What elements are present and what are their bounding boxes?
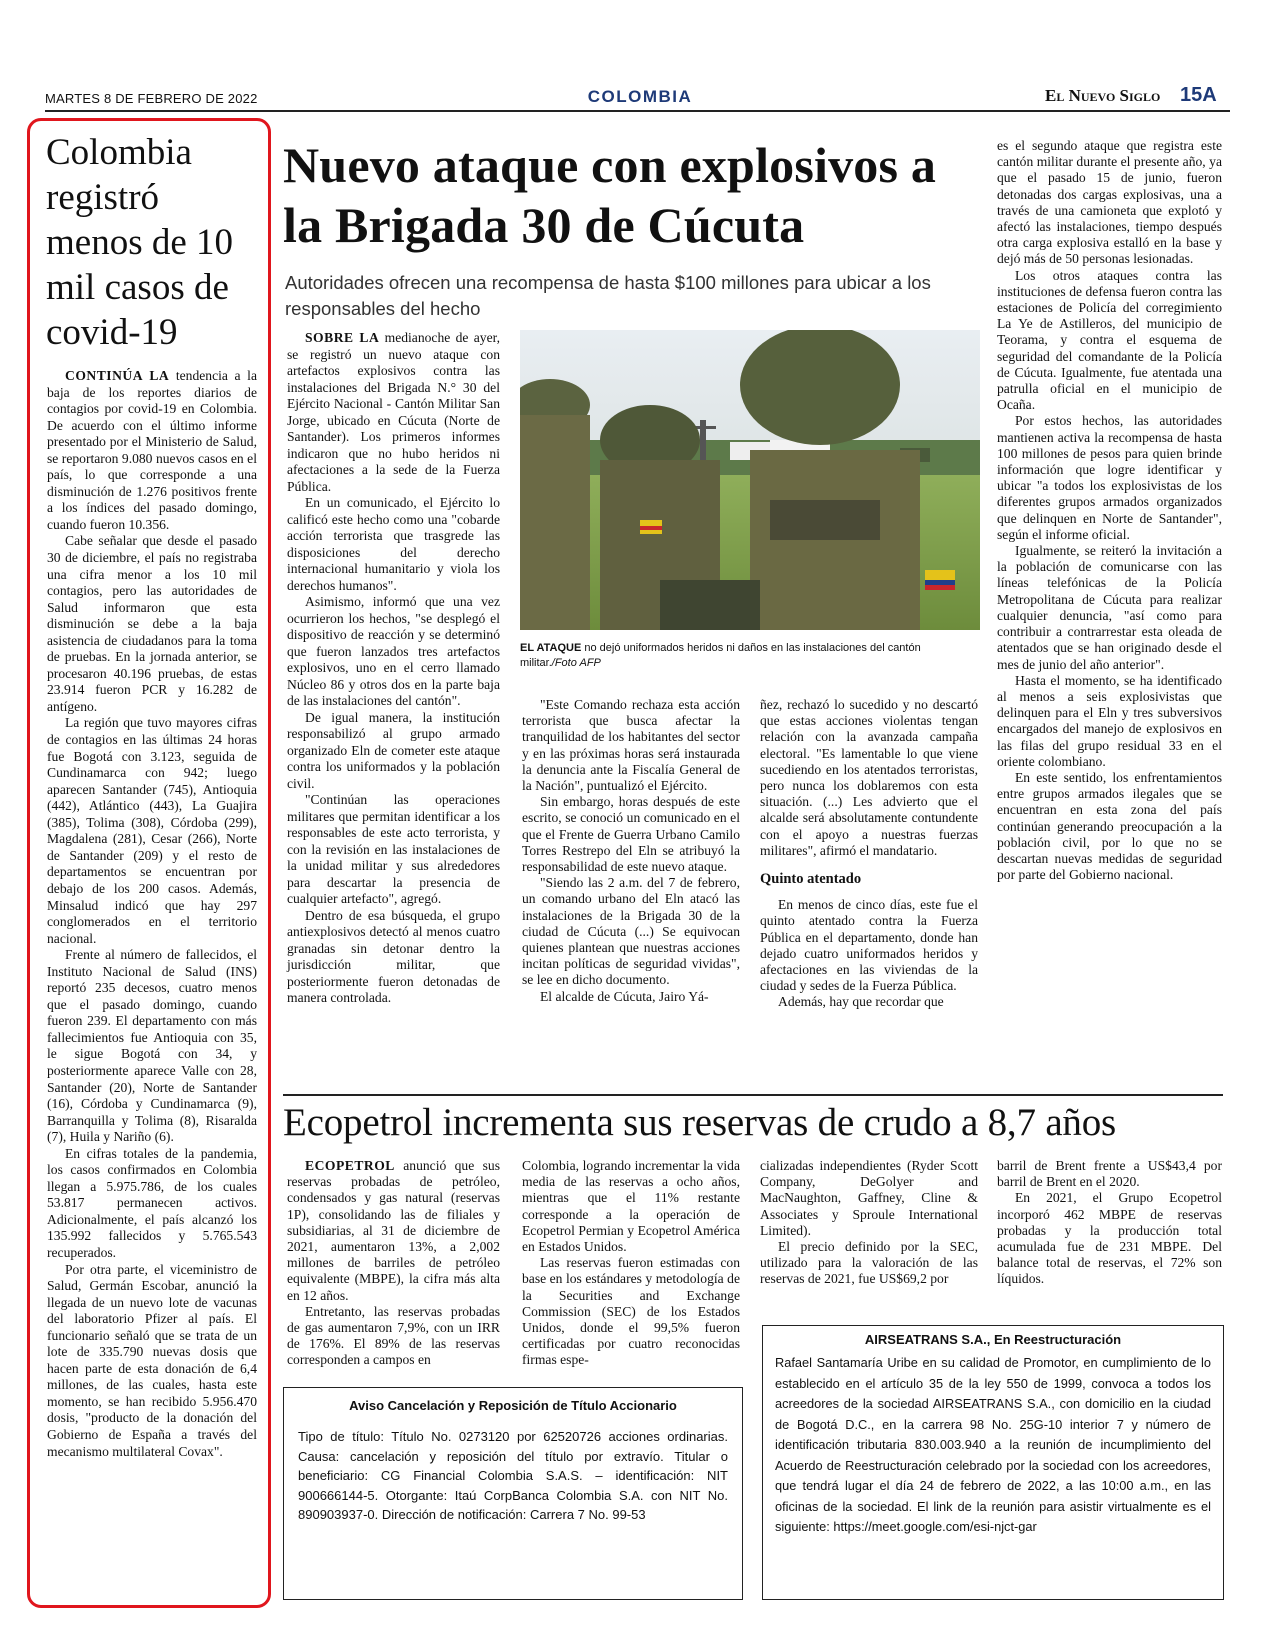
main-headline: Nuevo ataque con explosivos a la Brigada 30 de Cúcuta (283, 137, 937, 253)
main-column-2 (522, 697, 740, 1005)
article-paragraph: Por estos hechos, las autoridades mantienen activa la recompensa de hasta 100 millones de pesos para quien brinde información que logre identificar y ubicar "a todos los explosivistas de los diferentes grupos armados organizados que delinquen en Norte de Santander", según el informe oficial. (997, 413, 1222, 542)
article-paragraph: En este sentido, los enfrentamientos entre grupos armados ilegales que se encuentran en esta zona del país continúan generando preocupación a la población civil, por lo que no se descartan nuevas medidas de seguridad por parte del Gobierno nacional. (997, 769, 1222, 883)
soldiers-photo (520, 330, 980, 630)
ecopetrol-headline: Ecopetrol incrementa sus reservas de crudo a 8,7 años (283, 1101, 1117, 1144)
notice-body: Rafael Santamaría Uribe en su calidad de Promotor, en cumplimiento de lo establecido en el artículo 35 de la ley 550 de 1999, convoca a todos los acreedores de la sociedad AIRSEATRANS S.A., con domicilio en la ciudad de Bogotá D.C., en la carrera 98 No. 25G-10 interior 7 y número de identificación tributaria 830.003.940 a la reunión de incumplimiento del Acuerdo de Reestructuración celebrado por la sociedad con los acreedores, que tendrá lugar el día 24 de febrero de 2022, a las 10:00 a.m., en las oficinas de la sociedad. El link de la reunión para asistir virtualmente es el siguiente: https://meet.google.com/esi-njct-gar (775, 1355, 1211, 1534)
header-date: MARTES 8 DE FEBRERO DE 2022 (45, 91, 258, 106)
caption-text: no dejó uniformados heridos ni daños en las instalaciones del cantón militar. (520, 642, 921, 669)
article-paragraph: barril de Brent frente a US$43,4 por barril de Brent en el 2020. (997, 1158, 1222, 1190)
article-paragraph: es el segundo ataque que registra este cantón militar durante el presente año, ya que el pasado 15 de junio, fueron detonadas dos cargas explosivas, una a través de una camioneta que explotó y afectó las instalaciones, tiempo después otra carga explosiva estalló en la base y dejó más de 50 personas lesionadas. (997, 138, 1222, 267)
article-paragraph: En un comunicado, el Ejército lo calificó este hecho como una "cobarde acción terrorista que trasgrede las disposiciones del derecho internacional humanitario y viola los derechos humanos". (287, 495, 500, 593)
article-paragraph: ñez, rechazó lo sucedido y no descartó que estas acciones violentas tengan relación con la avanzada campaña electoral. "Es lamentable lo que viene sucediendo en los atentados terroristas, pero nunca los doblaremos con esta situación. (...) Les advierto que el alcalde será absolutamente contundente con el apoyo a nuestras fuerzas militares", afirmó el mandatario. (760, 697, 978, 858)
article-paragraph: El alcalde de Cúcuta, Jairo Yá- (540, 988, 709, 1004)
article-paragraph: Igualmente, se reiteró la invitación a la población de comunicarse con las líneas telefónicas de la Policía Metropolitana de Cúcuta para realizar cualquier denuncia, "así como para contribuir a contrarrestar esta oleada de atentados que se han originado desde el mes de junio del año anterior". (997, 543, 1222, 672)
article-paragraph: El precio definido por la SEC, utilizado para la valoración de las reservas de 2021, fue US$69,2 por (760, 1239, 978, 1287)
article-paragraph: Sin embargo, horas después de este escrito, se conoció un comunicado en el que el Frente de Guerra Urbano Camilo Torres Restrepo del Eln se atribuyó la responsabilidad de este nuevo ataque. (522, 794, 740, 875)
article-paragraph: En 2021, el Grupo Ecopetrol incorporó 462 MBPE de reservas probadas y la producción total acumulada fue de 231 MBPE. Del balance total de reservas, el 72% son líquidos. (997, 1190, 1222, 1287)
article-lead: SOBRE LA (305, 330, 380, 345)
sidebar-paragraph: Cabe señalar que desde el pasado 30 de diciembre, el país no registraba una cifra menor a los 10 mil contagios, pero las autoridades de Salud informaron que esta disminución se debe a la baja asistencia de ciudadanos para la toma de pruebas. En la jornada anterior, se procesaron 40.196 pruebas, de estas 23.914 fueron PCR y 16.282 de antígeno. (47, 533, 257, 714)
article-paragraph: Colombia, logrando incrementar la vida media de las reservas a ocho años, mientras que el 11% restante corresponde a la operación de Ecopetrol Permian y Ecopetrol América en Estados Unidos. (522, 1158, 740, 1255)
article-paragraph: ECOPETROL anunció que sus reservas probadas de petróleo, condensados y gas natural (reservas 1P), consolidando las de filiales y subsidiarias, al 31 de diciembre de 2021, aumentaron 13%, a 2,002 millones de barriles de petróleo equivalente (MBPE), la cifra más alta en 12 años. (287, 1158, 500, 1303)
sidebar-lead: CONTINÚA LA (65, 368, 170, 383)
main-subheadline: Autoridades ofrecen una recompensa de hasta $100 millones para ubicar a los responsables del hecho (285, 272, 931, 319)
article-lead: ECOPETROL (305, 1158, 395, 1173)
article-paragraph: Entretanto, las reservas probadas de gas aumentaron 7,9%, con un IRR de 176%. El 89% de las reservas corresponden a campos en (287, 1303, 500, 1368)
article-paragraph: SOBRE LA medianoche de ayer, se registró un nuevo ataque con artefactos explosivos contra las instalaciones del Brigada N.° 30 del Ejército Nacional - Cantón Militar San Jorge, ubicado en Cúcuta (Norte de Santander). Los primeros informes indicaron que no hubo heridos ni afectaciones a la sede de la Fuerza Pública. (287, 330, 501, 494)
notice-body: Tipo de título: Título No. 0273120 por 62520726 acciones ordinarias. Causa: cancelación y reposición del título por extravío. Titular o beneficiario: CG Financial Colombia S.A.S. – identificación: NIT 900666144-5. Otorgante: Itaú CorpBanca Colombia S.A. con NIT No. 890903937-0. Dirección de notificación: Carrera 7 No. 99-53 (298, 1429, 728, 1522)
sidebar-paragraph: Frente al número de fallecidos, el Instituto Nacional de Salud (INS) reportó 235 decesos, cuatro menos que el pasado domingo, cuando fueron 239. El departamento con más fallecimientos fue Antioquia con 35, le sigue Bogotá con 34, y posteriormente aparece Valle con 28, Santander (20), Norte de Santander (16), Córdoba y Cundinamarca (9), Barranquilla y Tolima (8), Risaralda (7), Huila y Nariño (6). (47, 947, 257, 1145)
article-paragraph: Los otros ataques contra las instituciones de defensa fueron contra las estaciones de Policía del corregimiento La Ye de Astilleros, del municipio de Teorama, y contra el esquema de seguridad del comandante de la Policía de Cúcuta. Igualmente, fue atentada una patrulla oficial en el municipio de Ocaña. (997, 267, 1222, 413)
sidebar-paragraph: En cifras totales de la pandemia, los casos confirmados en Colombia llegan a 5.975.786, de los cuales 53.817 permanecen activos. Adicionalmente, el país alcanzó los 135.992 fallecidos y 5.765.543 recuperados. (47, 1145, 257, 1260)
notice-share-title (283, 1387, 743, 1600)
article-paragraph: "Siendo las 2 a.m. del 7 de febrero, un comando urbano del Eln atacó las instalaciones de la Brigada 30 de la ciudad de Cúcuta (...) Se equivocan quienes plantean que nuestras acciones incitan políticas de seguridad vividas", se lee en dicho documento. (522, 875, 740, 988)
page-number: 15A (1180, 84, 1217, 106)
notice-airseatrans (762, 1325, 1224, 1600)
notice-title: AIRSEATRANS S.A., En Reestructuración (864, 1332, 1122, 1347)
article-paragraph: Dentro de esa búsqueda, el grupo antiexplosivos detectó al menos cuatro granadas sin detonar dentro la jurisdicción militar, que posteriormente fueron detonadas de manera controlada. (287, 907, 500, 1005)
ecopetrol-column-2 (522, 1158, 740, 1369)
notice-title: Aviso Cancelación y Reposición de Título Accionario (349, 1398, 677, 1413)
newspaper-name: El Nuevo Siglo (1045, 86, 1161, 105)
main-column-3 (760, 697, 978, 1011)
article-paragraph: Las reservas fueron estimadas con base en los estándares y metodología de la Securities and Exchange Commission (SEC) de los Estados Unidos, donde el 99,5% fueron certificadas por cuatro reconocidas firmas espe- (522, 1255, 740, 1368)
article-paragraph: "Este Comando rechaza esta acción terrorista que busca afectar la tranquilidad de los habitantes del sector y en las próximas horas será instaurada la denuncia ante la Fiscalía General de la Nación", puntualizó el Ejército. (522, 697, 740, 794)
article-paragraph: "Continúan las operaciones militares que permitan identificar a los responsables de este acto terrorista, y con la revisión en las instalaciones de la unidad militar y sus alrededores para descartar la presencia de cualquier artefacto", agregó. (287, 792, 500, 906)
sidebar-paragraph: La región que tuvo mayores cifras de contagios en las últimas 24 horas fue Bogotá con 3.123, seguida de Cundinamarca con 942; luego aparecen Santander (745), Antioquia (442), Atlántico (443), La Guajira (385), Tolima (308), Córdoba (299), Magdalena (281), Cesar (266), Norte de Santander (209) y el resto de departamentos se encuentran por debajo de los 200 casos. Además, Minsalud indicó que hay 297 conglomerados en el territorio nacional. (47, 715, 257, 946)
ecopetrol-column-4 (997, 1158, 1222, 1288)
caption-lead: EL ATAQUE (520, 642, 582, 654)
article-paragraph: Además, hay que recordar que (778, 994, 944, 1010)
sidebar-paragraph: Por otra parte, el viceministro de Salud, Germán Escobar, anunció la llegada de un nuevo lote de vacunas del laboratorio Pfizer al país. El funcionario señaló que se trata de un lote de 335.790 nuevas dosis que hacen parte de esta donación de 6,4 millones, de las cuales, hasta este momento, se han recibido 5.956.470 dosis, "producto de la donación del Gobierno de España a través del mecanismo multilateral Covax". (47, 1261, 257, 1459)
article-paragraph: cializadas independientes (Ryder Scott Company, DeGolyer and MacNaughton, Gaffney, Cline & Associates y Sproule International Limited). (760, 1158, 978, 1238)
main-column-4 (997, 138, 1222, 883)
sidebar-headline: Colombia registró menos de 10 mil casos de covid-19 (46, 132, 234, 353)
photo-caption (520, 641, 980, 671)
sidebar-paragraph: CONTINÚA LA tendencia a la baja de los reportes diarios de contagios por covid-19 en Colombia. De acuerdo con el último informe presentado por el Ministerio de Salud, se reportaron 9.080 nuevos casos en el país, lo que corresponde a una disminución de 1.276 positivos frente a los índices del pasado domingo, cuando fueron 10.356. (47, 368, 257, 532)
article-paragraph: En menos de cinco días, este fue el quinto atentado contra la Fuerza Pública en el departamento, donde han dejado cuatro uniformados heridos y afectaciones en las viviendas de la ciudad y sedes de la Fuerza Pública. (760, 897, 978, 994)
main-column-1 (287, 330, 500, 1007)
section-name: COLOMBIA (587, 87, 693, 106)
header-rule (45, 110, 1230, 112)
ecopetrol-column-1 (287, 1158, 500, 1369)
article-subhead: Quinto atentado (760, 871, 862, 888)
sidebar-article-body (47, 368, 257, 1460)
section-divider (283, 1094, 1223, 1096)
photo-illustration (520, 330, 980, 630)
article-paragraph: De igual manera, la institución responsabilizó al grupo armado organizado Eln de cometer este ataque contra los uniformados y la población civil. (287, 709, 500, 791)
photo-credit: /Foto AFP (551, 657, 601, 669)
article-paragraph: Asimismo, informó que una vez ocurrieron los hechos, "se desplegó el dispositivo de reacción y se determinó que fueron lanzados tres artefactos explosivos, uno en el cerro llamado Núcleo 86 y otros dos en la parte baja de las instalaciones del cantón". (287, 594, 500, 708)
ecopetrol-column-3 (760, 1158, 978, 1288)
article-paragraph: Hasta el momento, se ha identificado al menos a seis explosivistas que delinquen para el Eln y tres subversivos encargados del manejo de explosivos en las filas del grupo residual 33 en el oriente colombiano. (997, 672, 1222, 769)
